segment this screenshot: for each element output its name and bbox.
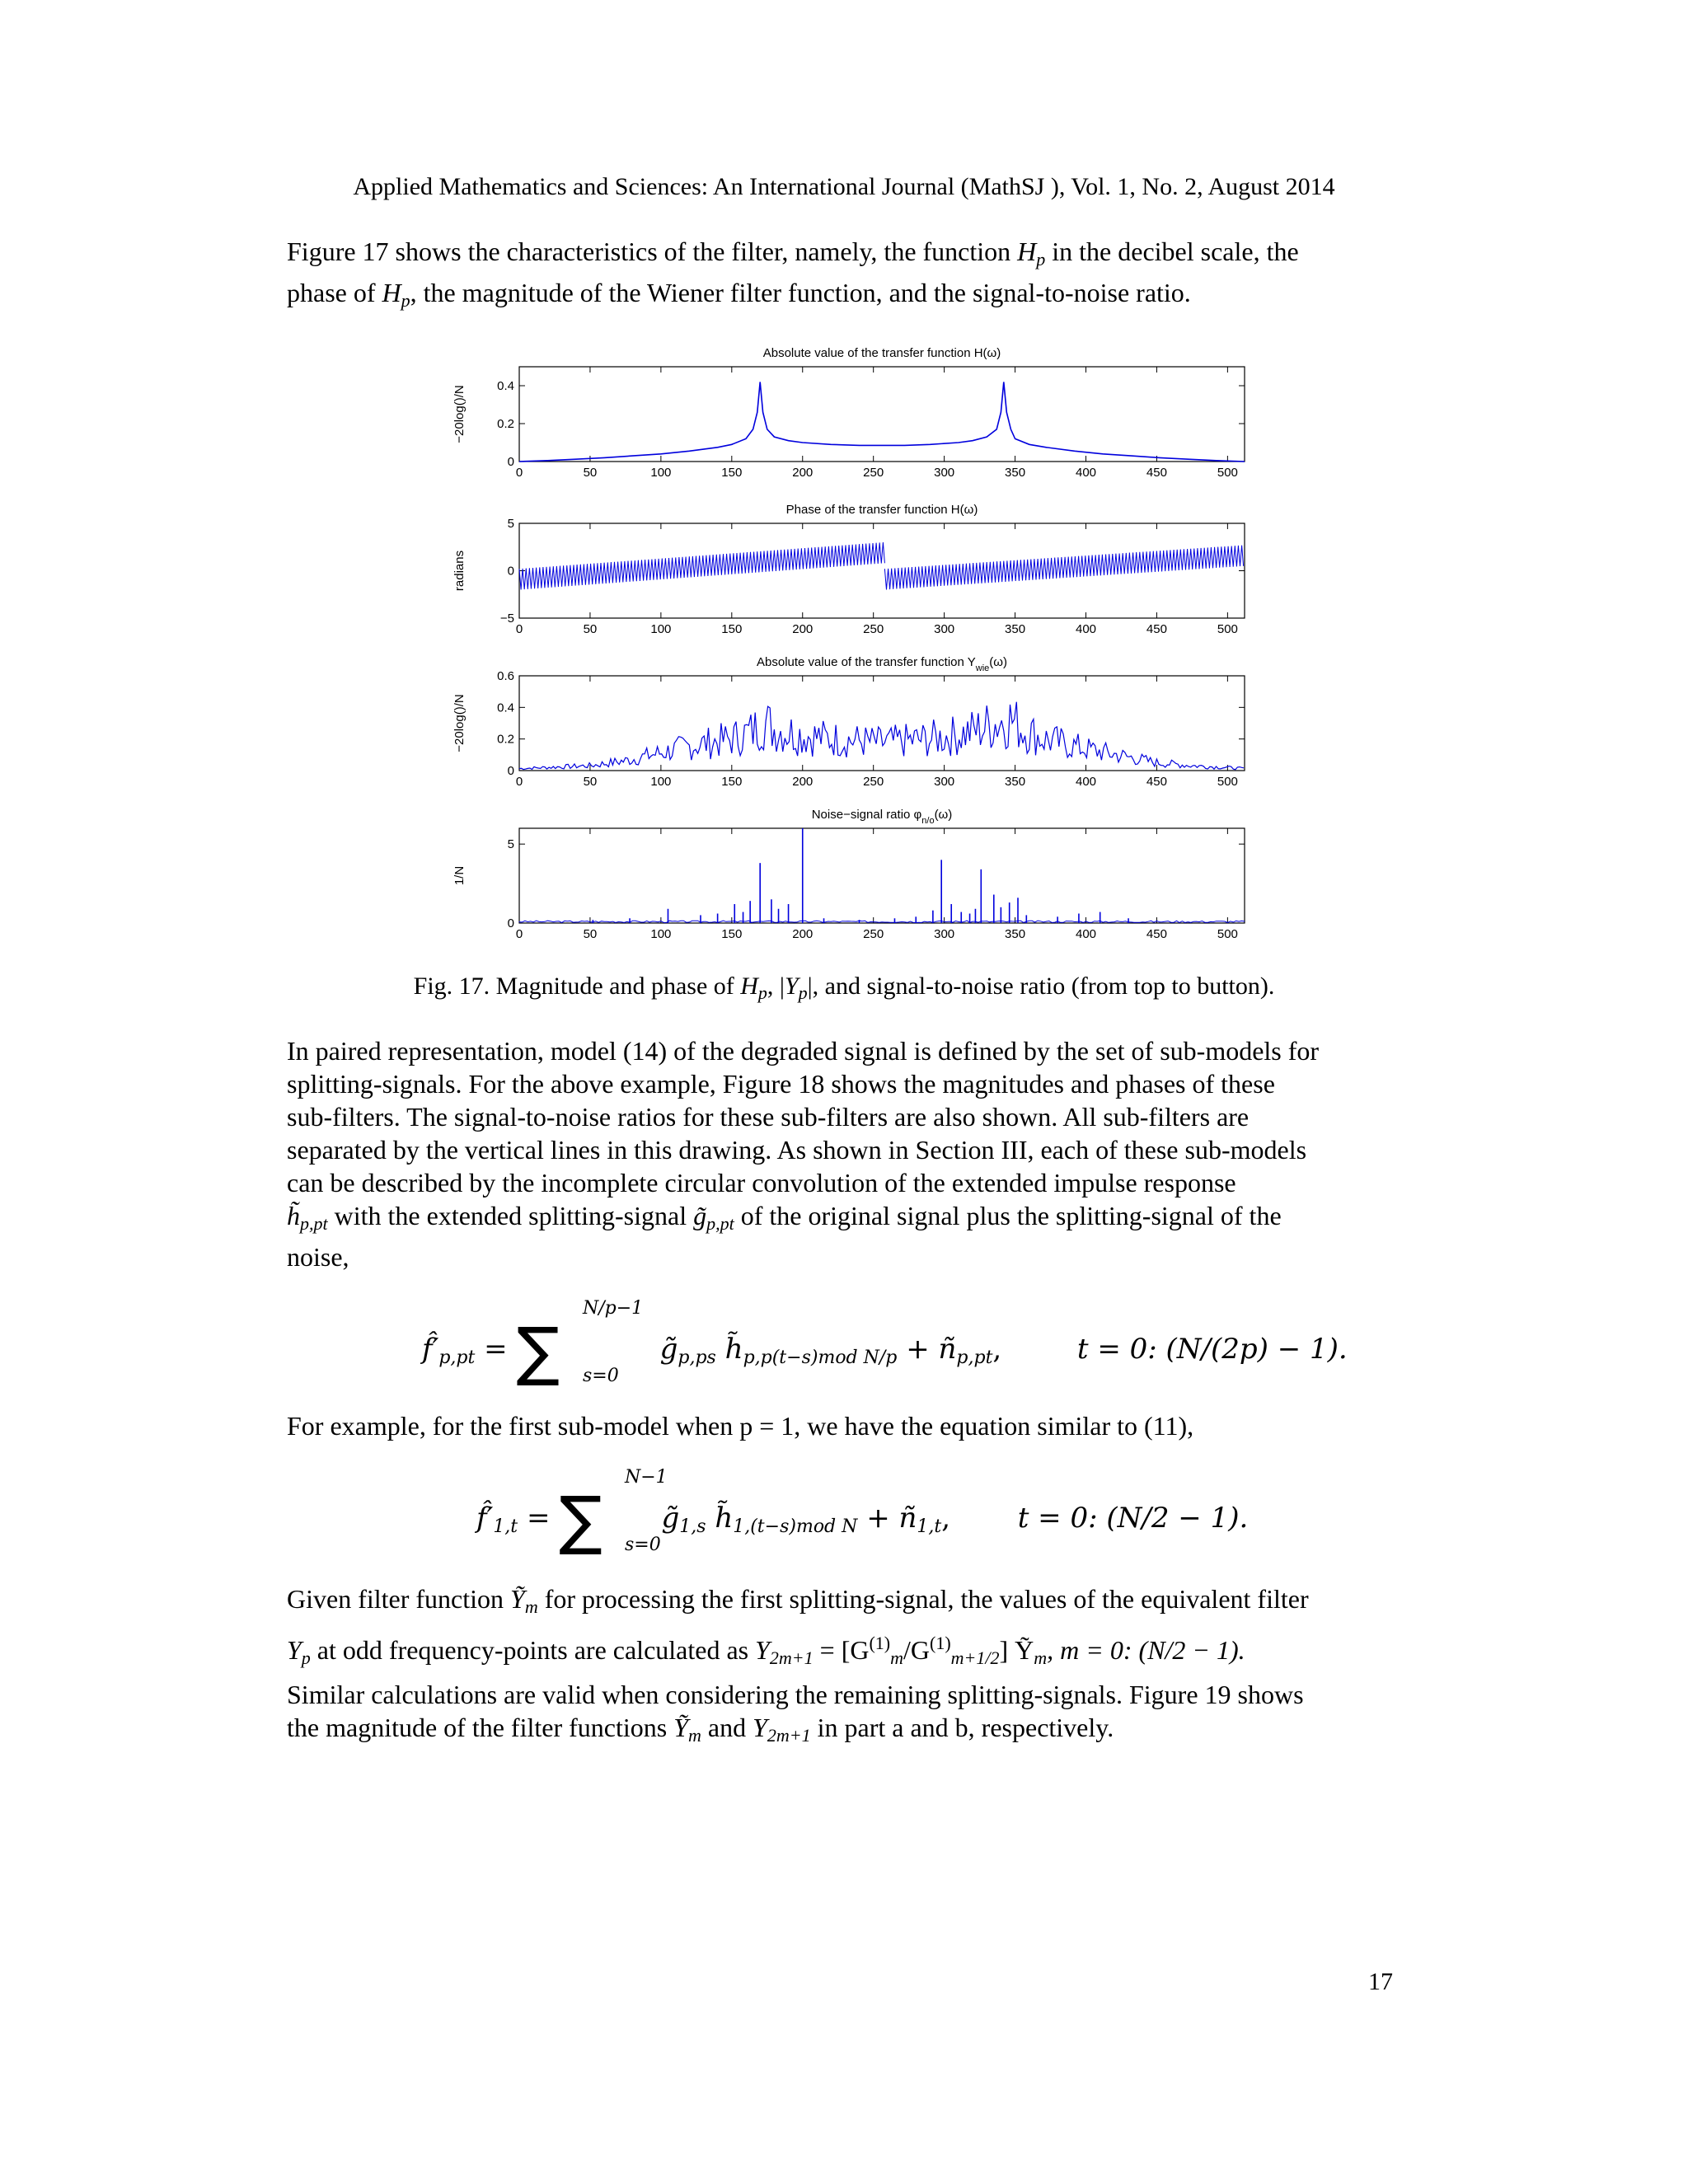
x-tick-label: 0 [515,466,523,480]
y-tick-label: 0.4 [497,701,514,715]
x-tick-label: 200 [792,466,814,480]
example-paragraph: For example, for the first sub-model when p = 1, we have the equation similar to (11), [287,1411,1194,1441]
x-tick-label: 450 [1146,927,1167,941]
x-tick-label: 450 [1146,775,1167,789]
running-header: Applied Mathematics and Sciences: An International Journal (MathSJ ), Vol. 1, No. 2, August 2014 [353,173,1335,200]
intro-paragraph: Figure 17 shows the characteristics of the filter, namely, the function $H_p$ in the decibel scale, the phase of $H_p$, the magnitude of the Wiener filter function, and the signal-to-noise ratio. [287,237,1299,311]
x-tick-label: 0 [515,775,523,789]
x-tick-label: 200 [792,927,814,941]
x-tick-label: 350 [1005,927,1026,941]
y-tick-label: 0.4 [497,379,514,393]
y-tick-label: 5 [507,837,514,852]
filter-function-paragraph: Given filter function Ỹ$_m$ for processing the first splitting-signal, the values of the equivalent filter $Y_p$ at odd frequency-points are calculated as $Y_{2m+1} = [G^{(1)}_m/G^{(1)}_{m+1/2}]$ Ỹ$_m$, m = 0: (N/2 − 1). Similar calculations are valid when considering the remaining splitting-signals. Figure 19 shows the magnitude of the filter functions Ỹ$_m$ and $Y_{2m+1}$ in part a and b, respectively. [287,1584,1309,1746]
equation-sub-model: $f̂'_{p,pt}$ = ∑ N/p−1 s=0 $g̃_{p,ps}$ $h̃_{p,p(t-s)mod N/p}$ + $ñ_{p,pt}$, t = 0: (N/(2p) − 1). [422,1298,1348,1389]
panel-2-title: Phase of the transfer function H(ω) [785,503,978,517]
sum-sign: ∑ [516,1315,560,1389]
x-tick-label: 250 [863,775,884,789]
panel-4-title: Noise−signal ratio $\varphi_{n/o}(\omega)$ [811,808,953,826]
x-tick-label: 100 [650,775,672,789]
x-tick-label: 400 [1075,927,1097,941]
panel-1-ylabel: −20log()/N [452,385,467,443]
y-tick-label: 5 [507,517,514,531]
x-tick-label: 150 [721,622,743,636]
figure-17 [445,334,1253,944]
y-tick-label: 0.6 [497,669,514,683]
panel-4-frame [519,828,1245,923]
y-tick-label: 0.2 [497,732,514,747]
x-tick-label: 450 [1146,466,1167,480]
x-tick-label: 350 [1005,775,1026,789]
x-tick-label: 250 [863,927,884,941]
x-tick-label: 400 [1075,466,1097,480]
x-tick-label: 50 [583,927,598,941]
x-tick-label: 150 [721,466,743,480]
x-tick-label: 200 [792,775,814,789]
x-tick-label: 50 [583,622,598,636]
y-tick-label: −5 [499,612,514,626]
panel-2-frame [519,523,1245,618]
x-tick-label: 400 [1075,622,1097,636]
y-tick-label: 0 [507,764,514,778]
page-number: 17 [1368,1968,1393,1995]
panel-4-ylabel: 1/N [452,865,467,886]
x-tick-label: 450 [1146,622,1167,636]
panel-3-ylabel: −20log()/N [452,694,467,752]
x-tick-label: 100 [650,622,672,636]
y-tick-label: 0.2 [497,417,514,431]
paired-representation-paragraph: In paired representation, model (14) of the degraded signal is defined by the set of sub-models for splitting-signals. For the above example, Figure 18 shows the magnitudes and phases of these sub-filters. The signal-to-noise ratios for these sub-filters are also shown. All sub-filters are separated by the vertical lines in this drawing. As shown in Section III, each of these sub-models can be described by the incomplete circular convolution of the extended impulse response $h̃_{p,pt}$ with the extended splitting-signal $g̃_{p,pt}$ of the original signal plus the splitting-signal of the noise, [287,1036,1320,1272]
panel-3-frame [519,676,1245,771]
x-tick-label: 0 [515,927,523,941]
panel-3-title: Absolute value of the transfer function $Y_{wie}(\omega)$ [757,655,1007,673]
x-tick-label: 50 [583,775,598,789]
x-tick-label: 0 [515,622,523,636]
x-tick-label: 150 [721,927,743,941]
equation-first-sub-model: $f̂'_{1,t}$ = ∑ N−1 s=0 $g̃_{1,s}$ $h̃_{1,(t-s)mod N}$ + $ñ_{1,t}$, t = 0: (N/2 − 1). [476,1467,1249,1558]
x-tick-label: 50 [583,466,598,480]
x-tick-label: 300 [934,927,955,941]
sum-sign: ∑ [559,1483,603,1558]
panel-1-title: Absolute value of the transfer function H(ω) [762,346,1001,360]
y-tick-label: 0 [507,455,514,469]
x-tick-label: 500 [1217,775,1238,789]
y-tick-label: 0 [507,916,514,930]
x-tick-label: 200 [792,622,814,636]
x-tick-label: 500 [1217,622,1238,636]
x-tick-label: 100 [650,927,672,941]
x-tick-label: 300 [934,622,955,636]
x-tick-label: 400 [1075,775,1097,789]
x-tick-label: 100 [650,466,672,480]
x-tick-label: 350 [1005,466,1026,480]
x-tick-label: 250 [863,622,884,636]
x-tick-label: 300 [934,466,955,480]
x-tick-label: 350 [1005,622,1026,636]
figure-caption: Fig. 17. Magnitude and phase of $H_p$, $|Y_p|$, and signal-to-noise ratio (from top to button). [413,972,1275,1003]
x-tick-label: 250 [863,466,884,480]
panel-1-frame [519,367,1245,462]
panel-2-ylabel: radians [452,550,467,592]
x-tick-label: 150 [721,775,743,789]
y-tick-label: 0 [507,564,514,579]
x-tick-label: 300 [934,775,955,789]
x-tick-label: 500 [1217,466,1238,480]
x-tick-label: 500 [1217,927,1238,941]
